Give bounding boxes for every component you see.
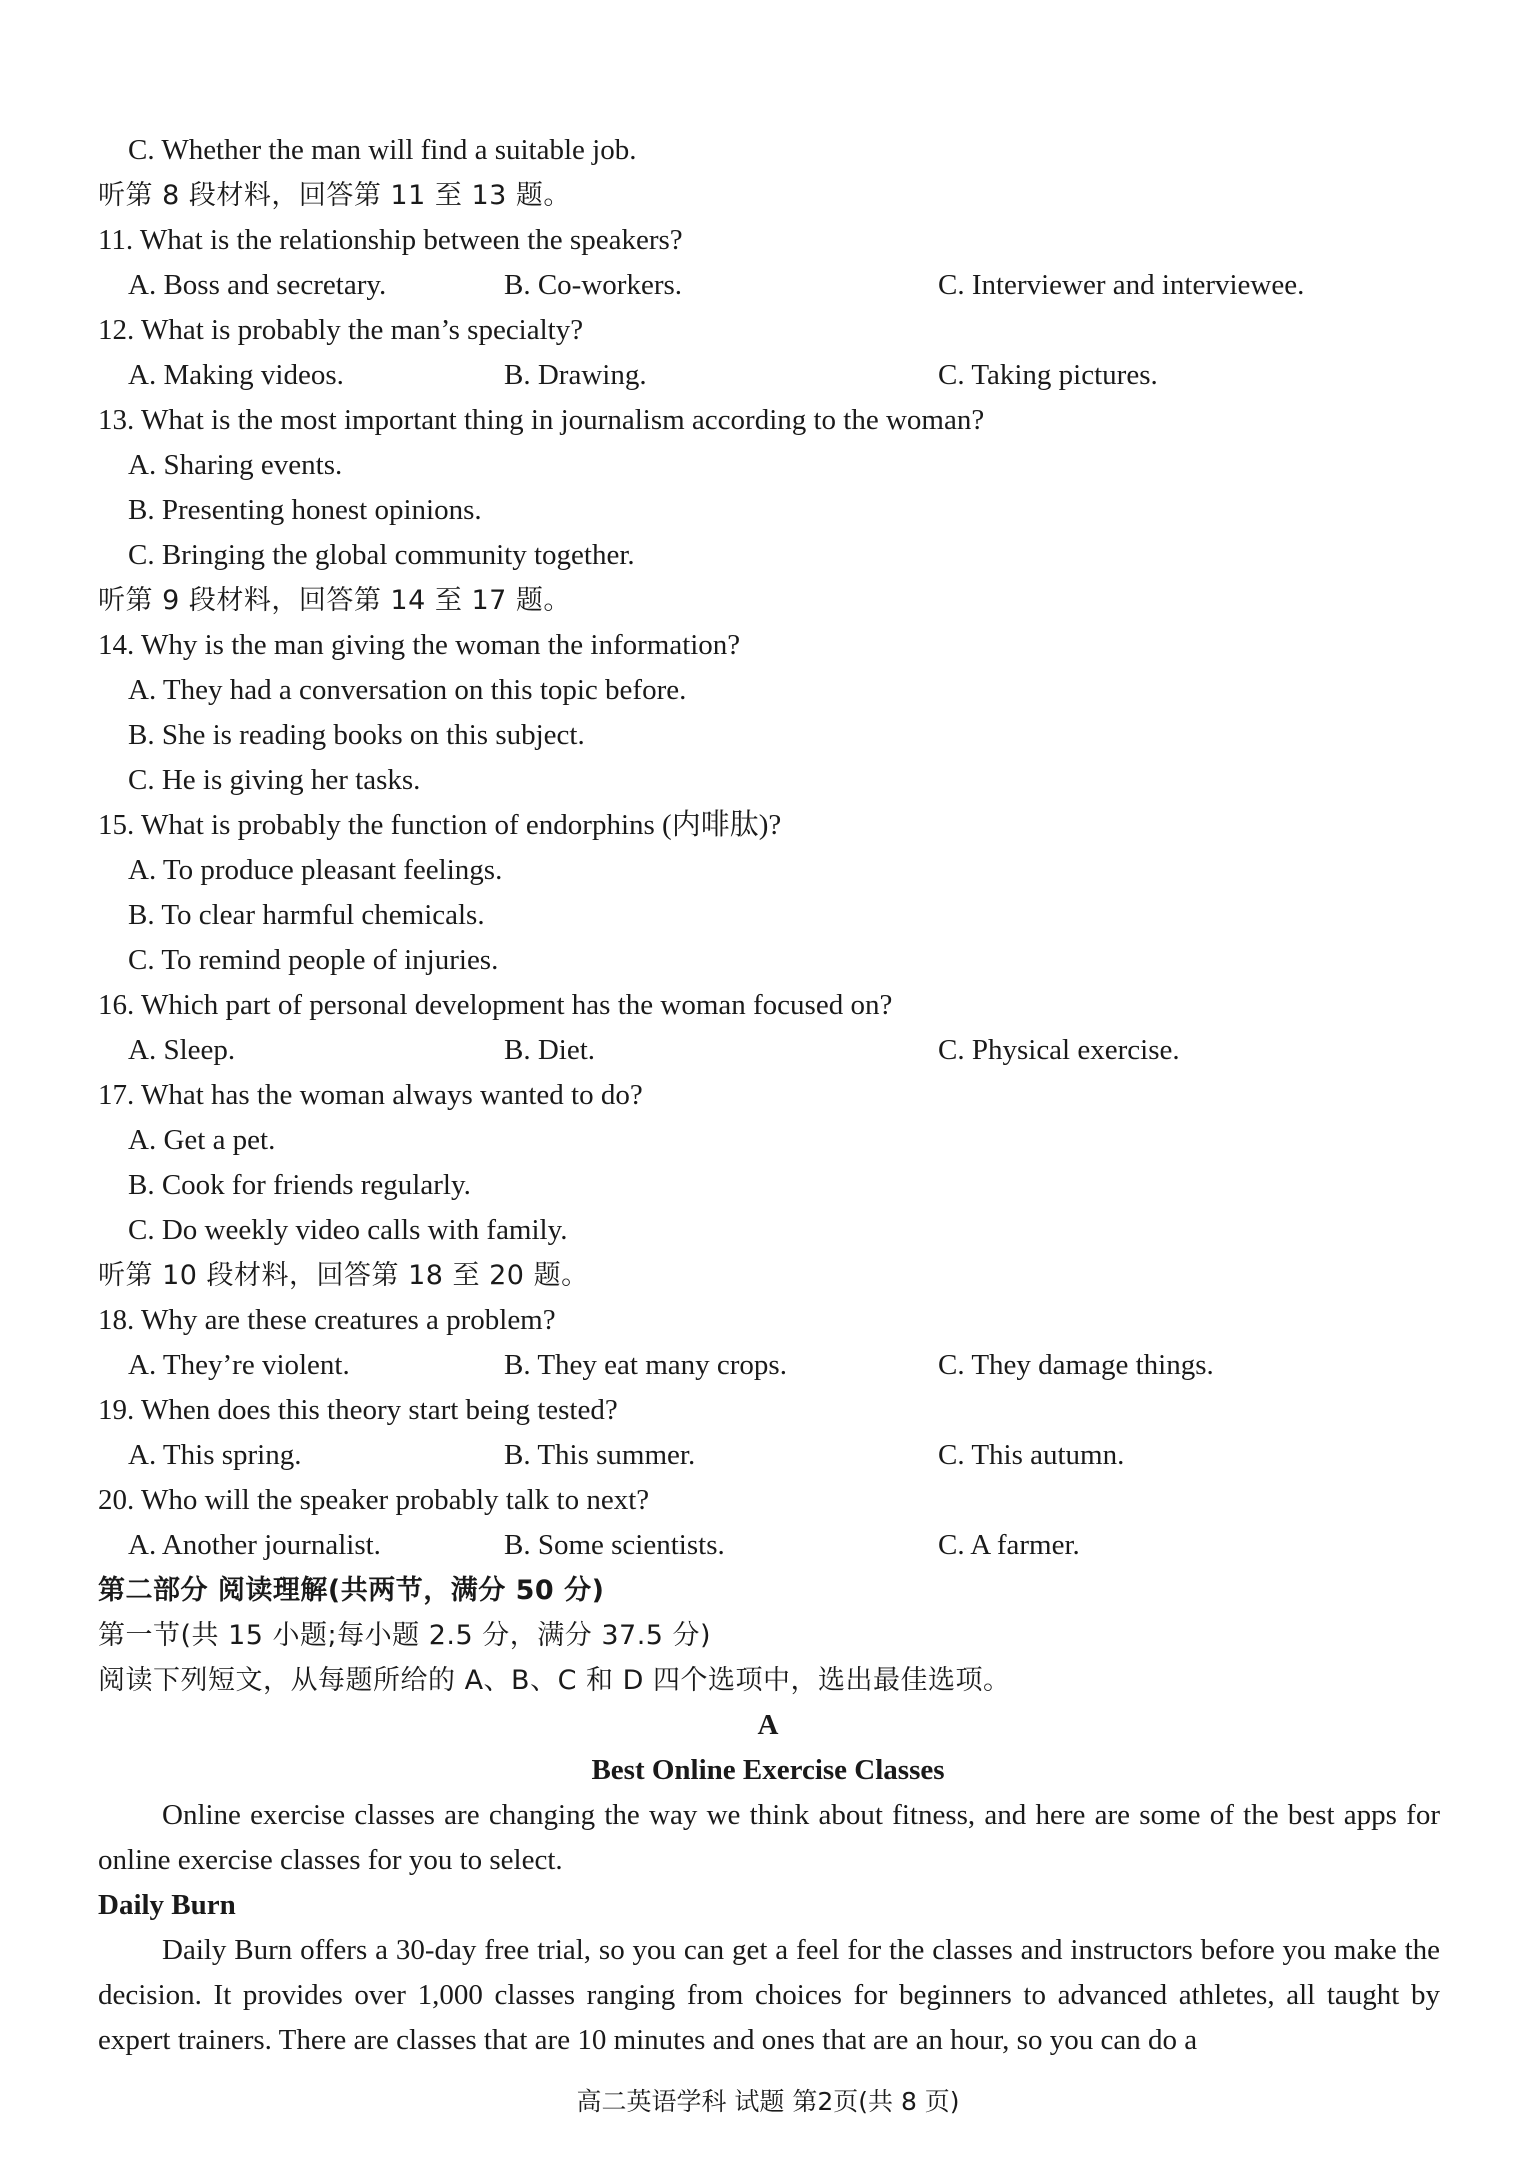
reading-section-1: 第一节(共 15 小题;每小题 2.5 分，满分 37.5 分) [98,1620,712,1651]
reading-part-title: 第二部分 阅读理解(共两节，满分 50 分) [98,1575,605,1606]
q15-option-b: B. To clear harmful chemicals. [128,899,485,931]
q20-stem: 20. Who will the speaker probably talk to next? [98,1484,650,1516]
q12-option-b: B. Drawing. [504,359,647,391]
q20-option-a: A. Another journalist. [128,1529,381,1561]
passage-letter: A [757,1709,779,1741]
q18-option-c: C. They damage things. [938,1349,1214,1381]
q13-option-c: C. Bringing the global community together. [128,539,635,571]
q11-stem: 11. What is the relationship between the speakers? [98,224,683,256]
q14-option-a: A. They had a conversation on this topic before. [128,674,687,706]
q20-option-c: C. A farmer. [938,1529,1080,1561]
reading-instruction: 阅读下列短文，从每题所给的 A、B、C 和 D 四个选项中，选出最佳选项。 [98,1665,1011,1696]
q19-option-c: C. This autumn. [938,1439,1125,1471]
q15-option-c: C. To remind people of injuries. [128,944,499,976]
passage-title: Best Online Exercise Classes [591,1754,945,1786]
q18-option-b: B. They eat many crops. [504,1349,787,1381]
q16-option-a: A. Sleep. [128,1034,236,1066]
q15-stem: 15. What is probably the function of endorphins (内啡肽)? [98,809,782,841]
q13-stem: 13. What is the most important thing in journalism according to the woman? [98,404,985,436]
q11-option-c: C. Interviewer and interviewee. [938,269,1305,301]
q19-option-a: A. This spring. [128,1439,302,1471]
q16-option-b: B. Diet. [504,1034,596,1066]
q14-option-b: B. She is reading books on this subject. [128,719,585,751]
app-1-text: Daily Burn offers a 30-day free trial, so you can get a feel for the classes and instructors before you make the decision. It provides over 1,000 classes ranging from choices for beginners to advanced athletes, all taught by expert trainers. There are classes that are 10 minutes and ones that are an hour, so you can do a [98,1934,1440,2056]
q11-option-b: B. Co-workers. [504,269,683,301]
q15-option-a: A. To produce pleasant feelings. [128,854,503,886]
q20-option-b: B. Some scientists. [504,1529,725,1561]
q10-option-c: C. Whether the man will find a suitable job. [128,134,637,166]
q19-option-b: B. This summer. [504,1439,696,1471]
q18-stem: 18. Why are these creatures a problem? [98,1304,556,1336]
section-9-instruction: 听第 9 段材料，回答第 14 至 17 题。 [98,585,571,616]
q17-option-a: A. Get a pet. [128,1124,276,1156]
q14-stem: 14. Why is the man giving the woman the information? [98,629,741,661]
q14-option-c: C. He is giving her tasks. [128,764,421,796]
q12-option-a: A. Making videos. [128,359,344,391]
q12-stem: 12. What is probably the man’s specialty? [98,314,584,346]
q16-option-c: C. Physical exercise. [938,1034,1180,1066]
q17-option-c: C. Do weekly video calls with family. [128,1214,568,1246]
passage-intro: Online exercise classes are changing the way we think about fitness, and here are some of the best apps for online exercise classes for you to select. [98,1799,1440,1876]
q18-option-a: A. They’re violent. [128,1349,350,1381]
q12-option-c: C. Taking pictures. [938,359,1158,391]
q17-stem: 17. What has the woman always wanted to do? [98,1079,643,1111]
app-1-name: Daily Burn [98,1889,236,1921]
q13-option-b: B. Presenting honest opinions. [128,494,482,526]
section-10-instruction: 听第 10 段材料，回答第 18 至 20 题。 [98,1260,589,1291]
q17-option-b: B. Cook for friends regularly. [128,1169,471,1201]
q13-option-a: A. Sharing events. [128,449,343,481]
q16-stem: 16. Which part of personal development has the woman focused on? [98,989,893,1021]
section-8-instruction: 听第 8 段材料，回答第 11 至 13 题。 [98,180,571,211]
q19-stem: 19. When does this theory start being tested? [98,1394,618,1426]
q11-option-a: A. Boss and secretary. [128,269,387,301]
page-footer: 高二英语学科 试题 第2页(共 8 页) [576,2087,960,2116]
